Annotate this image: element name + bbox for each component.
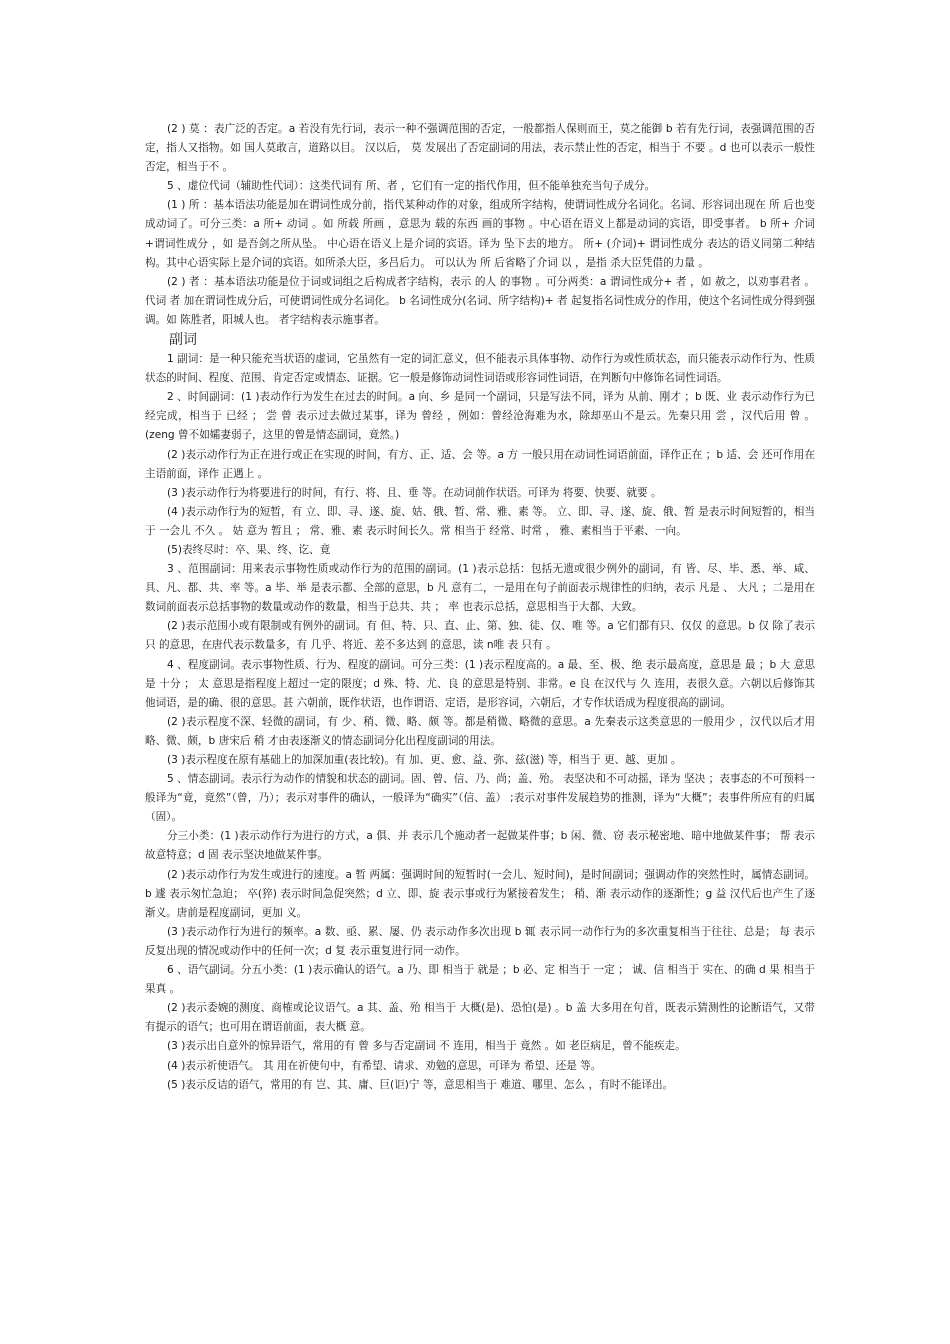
- paragraph: (1 ) 所 ：基本语法功能是加在谓词性成分前，指代某种动作的对象，组成所字结构，使谓词性成分名词化。名词、形容词出现在 所 后也变成动词了。可分三类：a 所+ 动词 。如 所载 所画 ，意思为 载的东西 画的事物 。中心语在语义上都是动词的宾语，即受事者。 b 所+ 介词+谓词性成分 ，如 是吾剑之所从坠。 中心语在语义上是介词的宾语。译为 坠下去的地方。 所+ (介词)+ 谓词性成分 表达的语义同第二种结构。其中心语实际上是介词的宾语。如所杀大臣，多吕后力。 可以认为 所 后省略了介词 以 ，是指 杀大臣凭借的力量 。: [145, 199, 815, 269]
- paragraph: (3 )表示动作行为进行的频率。a 数、亟、累、屡、仍 表示动作多次出现 b 辄 表示同一动作行为的多次重复相当于往往、总是； 每 表示反复出现的情况或动作中的任何一次；d 复 表示重复进行同一动作。: [145, 925, 815, 957]
- paragraph: (2 )表示程度不深、轻微的副词，有 少、稍、微、略、颇 等。都是稍微、略微的意思。a 先秦表示这类意思的一般用少 ，汉代以后才用略、微、颇，b 唐宋后 稍 才由表逐渐义的情态副词分化出程度副词的用法。: [145, 715, 815, 747]
- paragraph: (2 ) 者 ：基本语法功能是位于词或词组之后构成者字结构，表示 的人 的事物 。可分两类：a 谓词性成分+ 者 ，如 赦之，以劝事君者 。代词 者 加在谓词性成分后，可使谓词性成分名词化。 b 名词性成分(名词、所字结构)+ 者 起复指名词性成分的作用，使这个名词性成分得到强调。如 陈胜者，阳城人也。 者字结构表示施事者。: [145, 275, 815, 326]
- paragraph: (2 )表示动作行为发生或进行的速度。a 暂 两属：强调时间的短暂时(一会儿、短时间)，是时间副词；强调动作的突然性时，属情态副词。b 遽 表示匆忙急迫； 卒(猝) 表示时间急促突然；d 立、即、旋 表示事或行为紧接着发生； 稍、渐 表示动作的逐渐性；g 益 汉代后也产生了逐渐义。唐前是程度副词，更加 义。: [145, 868, 815, 919]
- paragraph: 5 、情态副词。表示行为动作的情貌和状态的副词。固、曾、信、乃、尚；盖、殆。 表坚决和不可动摇，译为 坚决 ；表事态的不可预料一般译为“竟，竟然”（曾，乃）；表示对事件的确认，一般译为“确实”（信、盖） ;表示对事件发展趋势的推测，译为“大概”；表事件所应有的归属（固）。: [145, 773, 815, 824]
- paragraph: (3 )表示程度在原有基础上的加深加重(表比较)。有 加、更、愈、益、弥、兹(滋) 等，相当于 更、越、更加 。: [167, 754, 682, 766]
- paragraph: (3 )表示动作行为将要进行的时间，有行、将、且、垂 等。在动词前作状语。可译为 将要、快要、就要 。: [167, 486, 662, 499]
- paragraph: (2 )表示动作行为正在进行或正在实现的时间，有方、正、适、会 等。a 方 一般只用在动词性词语前面，译作正在 ；b 适、会 还可作用在主语前面，译作 正遇上 。: [145, 448, 815, 480]
- paragraph: 3 、范围副词：用来表示事物性质或动作行为的范围的副词。(1 )表示总括：包括无遗或很少例外的副词，有 皆、尽、毕、悉、举、咸、具、凡、都、共、率 等。a 毕、举 是表示都、全部的意思，b 凡 意有二，一是用在句子前面表示规律性的归纳，表示 凡是 、 大凡 ；二是用在数词前面表示总括事物的数量或动作的数量，相当于总共、共 ； 率 也表示总括，意思相当于大都、大致。: [145, 563, 815, 614]
- paragraph: (3 )表示出自意外的惊异语气，常用的有 曾 多与否定副词 不 连用，相当于 竟然 。如 老臣病足，曾不能疾走。: [167, 1040, 686, 1053]
- paragraph: 1 副词：是一种只能充当状语的虚词，它虽然有一定的词汇意义，但不能表示具体事物、动作行为或性质状态，而只能表示动作行为、性质状态的时间、程度、范围、肯定否定或情态、证据。它一般是修饰动词性词语或形容词性词语，在判断句中修饰名词性词语。: [145, 353, 815, 385]
- paragraph: 2 、时间副词：(1 )表动作行为发生在过去的时间。a 向、乡 是同一个副词，只是写法不同，译为 从前、刚才 ；b 既、业 表示动作行为已经完成，相当于 已经 ； 尝 曾 表示过去做过某事，译为 曾经 ，例如：曾经沧海难为水，除却巫山不是云。先秦只用 尝 ，汉代后用 曾 。(zeng 曾不如孀妻弱子，这里的曾是情态副词，竟然。): [145, 391, 815, 442]
- paragraph: (4 )表示动作行为的短暂，有 立、即、寻、遂、旋、姑、俄、暂、常、雅、素 等。 立、即、寻、遂、旋、俄、暂 是表示时间短暂的，相当于 一会儿 不久 。 姑 意为 暂且 ； 常、雅、素 表示时间长久。常 相当于 经常、时常 ， 雅、素相当于平素、一向。: [145, 505, 815, 537]
- paragraph: 分三小类：(1 )表示动作行为进行的方式，a 俱、并 表示几个施动者一起做某件事；b 闲、微、窃 表示秘密地、暗中地做某件事； 帮 表示故意特意；d 固 表示坚决地做某件事。: [145, 830, 815, 862]
- paragraph: (2 ) 莫 ：表广泛的否定。a 若没有先行词，表示一种不强调范围的否定，一般都指人保则而王，莫之能御 b 若有先行词，表强调范围的否定，指人又指物。如 国人莫敢言，道路以目。 汉以后， 莫 发展出了否定副词的用法，表示禁止性的否定，相当于 不要 。d 也可以表示一般性否定，相当于不 。: [145, 123, 815, 174]
- paragraph: (5)表终尽时：卒、果、终、讫、竟: [167, 543, 331, 556]
- document-body: [145, 120, 815, 1095]
- paragraph: (4 )表示祈使语气。 其 用在祈使句中，有希望、请求、劝勉的意思，可译为 希望、还是 等。: [167, 1059, 602, 1072]
- paragraph: (2 )表示委婉的测度、商榷或论议语气。a 其、盖、殆 相当于 大概(是)、恐怕(是) 。b 盖 大多用在句首，既表示猜测性的论断语气，又带有提示的语气；也可用在谓语前面，表大概 意。: [145, 1002, 815, 1034]
- section-heading: 副词: [169, 332, 197, 349]
- paragraph: 6 、语气副词。分五小类：(1 )表示确认的语气。a 乃、即 相当于 就是 ；b 必、定 相当于 一定 ； 诚、信 相当于 实在、的确 d 果 相当于 果真 。: [145, 964, 815, 996]
- paragraph: 4 、程度副词。表示事物性质、行为、程度的副词。可分三类：(1 )表示程度高的。a 最、至、极、绝 表示最高度，意思是 最 ；b 大 意思是 十分 ； 太 意思是指程度上超过一定的限度；d 殊、特、尤、良 的意思是特别、非常。e 良 在汉代与 久 连用，表很久意。六朝以后修饰其他词语，是的确、很的意思。甚 六朝前，既作状语，也作谓语、定语，是形容词，六朝后，才专作状语成为程度很高的副词。: [145, 658, 815, 709]
- paragraph: 5 、虚位代词（辅助性代词）：这类代词有 所、者 ，它们有一定的指代作用，但不能单独充当句子成分。: [167, 180, 656, 193]
- paragraph: (2 )表示范围小或有限制或有例外的副词。有 但、特、只、直、止、第、独、徒、仅、唯 等。a 它们都有只、仅仅 的意思。b 仅 除了表示 只 的意思，在唐代表示数量多，有 几乎、将近、差不多达到 的意思，读 n唯 表 只有 。: [145, 620, 815, 652]
- paragraph: (5 )表示反诘的语气，常用的有 岂、其、庸、巨(讵)宁 等，意思相当于 难道、哪里、怎么 ，有时不能译出。: [167, 1078, 674, 1091]
